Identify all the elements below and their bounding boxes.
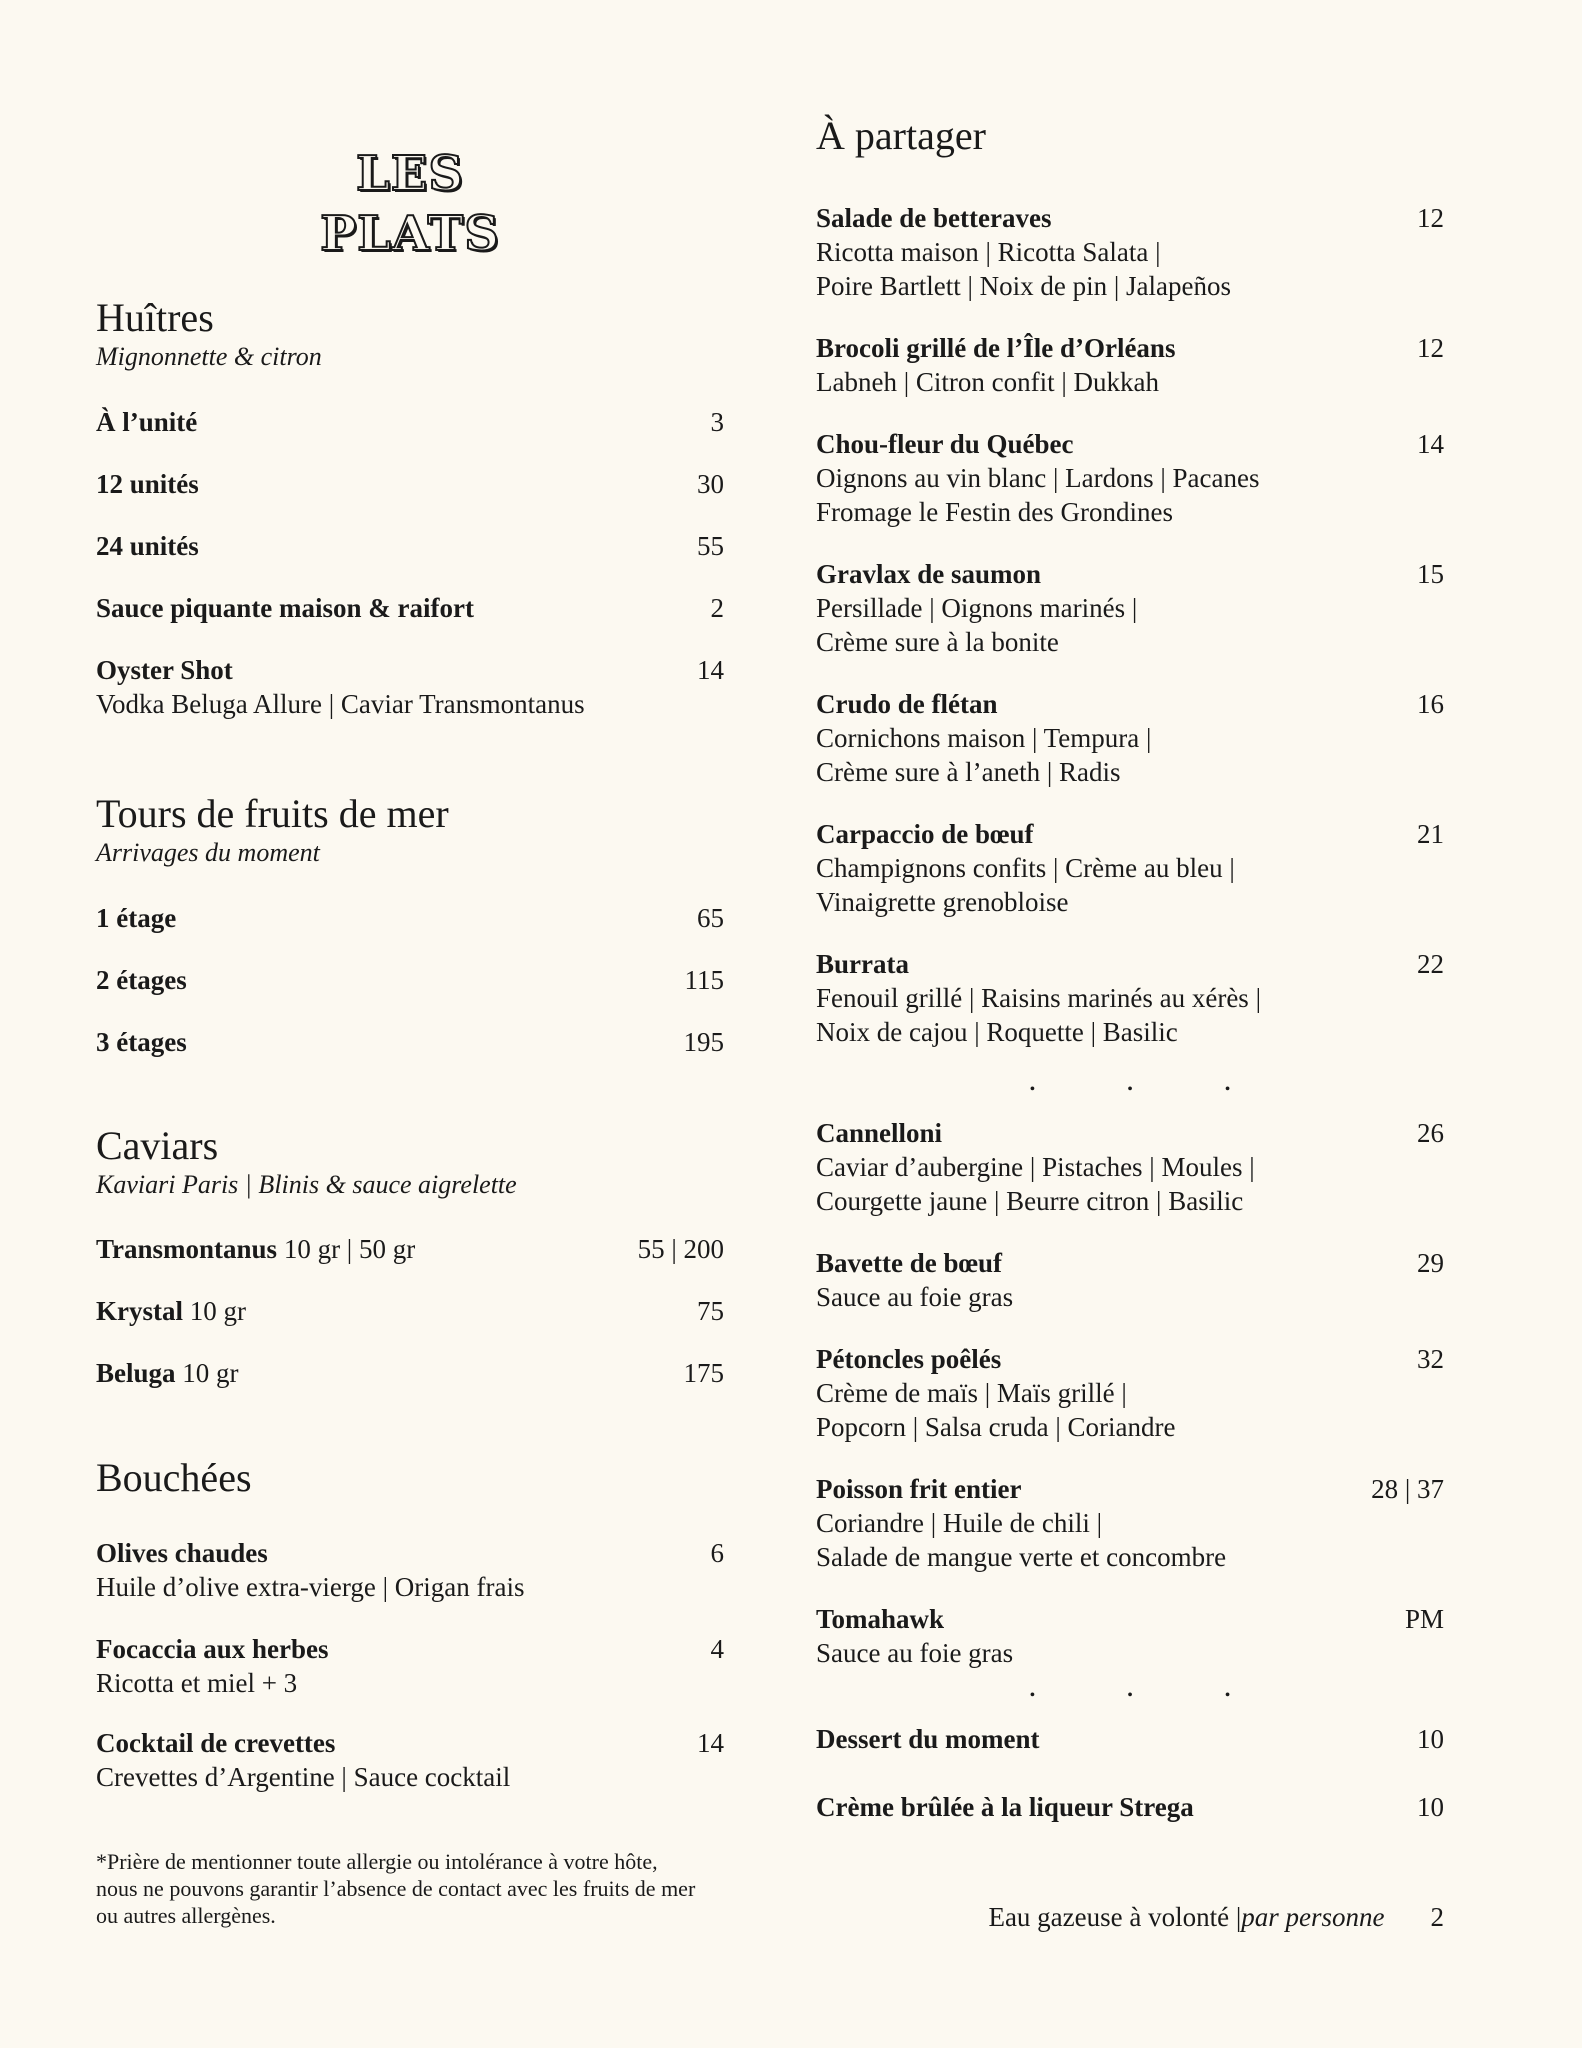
section-title: Caviars: [96, 1123, 219, 1168]
item-description: Salade de mangue verte et concombre: [816, 1542, 1227, 1572]
item-price: 55: [697, 531, 724, 561]
menu-item: Pétoncles poêlés 32 Crème de maïs | Maïs grillé | Popcorn | Salsa cruda | Coriandre: [816, 1344, 1444, 1442]
page-title: LES PLATS: [320, 146, 500, 263]
menu-item: Olives chaudes 6 Huile d’olive extra-vierge | Origan frais: [96, 1538, 724, 1602]
water-label: Eau gazeuse à volonté |: [988, 1902, 1242, 1932]
section-title: Huîtres: [96, 295, 214, 340]
item-description: Caviar d’aubergine | Pistaches | Moules |: [816, 1152, 1255, 1182]
item-description: Sauce au foie gras: [816, 1638, 1014, 1668]
menu-item: Cocktail de crevettes 14 Crevettes d’Argentine | Sauce cocktail: [96, 1728, 724, 1792]
item-price: 65: [697, 903, 724, 933]
menu-item: 12 unités 30: [96, 469, 724, 499]
item-price: 14: [697, 655, 724, 685]
item-description: Fenouil grillé | Raisins marinés au xérès |: [816, 983, 1261, 1013]
menu-item: Chou-fleur du Québec 14 Oignons au vin blanc | Lardons | Pacanes Fromage le Festin des Grondines: [816, 429, 1444, 527]
menu-item: Tomahawk PM Sauce au foie gras: [816, 1604, 1444, 1668]
menu-item: Cannelloni 26 Caviar d’aubergine | Pistaches | Moules | Courgette jaune | Beurre citron | Basilic: [816, 1118, 1444, 1216]
menu-item: Focaccia aux herbes 4 Ricotta et miel + 3: [96, 1634, 724, 1698]
item-description: Fromage le Festin des Grondines: [816, 497, 1173, 527]
item-description: Huile d’olive extra-vierge | Origan frais: [96, 1572, 525, 1602]
item-description: Coriandre | Huile de chili |: [816, 1508, 1102, 1538]
menu-item: Crème brûlée à la liqueur Strega 10: [816, 1792, 1444, 1822]
menu-item: Poisson frit entier 28 | 37 Coriandre | Huile de chili | Salade de mangue verte et concombre: [816, 1474, 1444, 1572]
item-price: 15: [1417, 559, 1444, 589]
item-price: 22: [1417, 949, 1444, 979]
item-price: 175: [683, 1358, 724, 1388]
item-description: Popcorn | Salsa cruda | Coriandre: [816, 1412, 1176, 1442]
section-partager: [816, 114, 1444, 158]
item-description: Crème de maïs | Maïs grillé |: [816, 1378, 1127, 1408]
item-description: Oignons au vin blanc | Lardons | Pacanes: [816, 463, 1260, 493]
item-description: Poire Bartlett | Noix de pin | Jalapeños: [816, 271, 1231, 301]
menu-item: Carpaccio de bœuf 21 Champignons confits | Crème au bleu | Vinaigrette grenobloise: [816, 819, 1444, 917]
item-price: 115: [684, 965, 724, 995]
section-subtitle: Kaviari Paris | Blinis & sauce aigrelette: [96, 1170, 517, 1199]
item-price: 10: [1417, 1792, 1444, 1822]
item-price: 195: [683, 1027, 724, 1057]
section-bouchees: [96, 1456, 724, 1500]
item-price: 16: [1417, 689, 1444, 719]
menu-item: 1 étage 65: [96, 903, 724, 933]
item-price: 3: [710, 407, 724, 437]
section-huitres: [96, 296, 724, 372]
menu-item: Crudo de flétan 16 Cornichons maison | Tempura | Crème sure à l’aneth | Radis: [816, 689, 1444, 787]
section-subtitle: Mignonnette & citron: [96, 342, 322, 371]
item-description: Courgette jaune | Beurre citron | Basilic: [816, 1186, 1244, 1216]
menu-item: 3 étages 195: [96, 1027, 724, 1057]
item-price: 14: [1417, 429, 1444, 459]
section-title: Tours de fruits de mer: [96, 791, 449, 836]
item-description: Labneh | Citron confit | Dukkah: [816, 367, 1159, 397]
item-price: 12: [1417, 203, 1444, 233]
item-price: 14: [697, 1728, 724, 1758]
item-description: Persillade | Oignons marinés |: [816, 593, 1138, 623]
section-title: À partager: [816, 113, 986, 158]
water-line: [988, 1900, 1444, 1934]
water-italic: par personne: [1241, 1902, 1385, 1932]
divider-dots: • • •: [1029, 1687, 1275, 1704]
divider-dots: • • •: [1029, 1081, 1275, 1098]
item-description: Ricotta et miel + 3: [96, 1668, 298, 1698]
section-subtitle: Arrivages du moment: [96, 838, 320, 867]
item-price: 21: [1417, 819, 1444, 849]
item-description: Noix de cajou | Roquette | Basilic: [816, 1017, 1178, 1047]
item-price: 12: [1417, 333, 1444, 363]
menu-item: Oyster Shot 14 Vodka Beluga Allure | Caviar Transmontanus: [96, 655, 724, 719]
item-price: 29: [1417, 1248, 1444, 1278]
menu-item: Transmontanus 10 gr | 50 gr 55 | 200: [96, 1234, 724, 1264]
menu-item: Gravlax de saumon 15 Persillade | Oignons marinés | Crème sure à la bonite: [816, 559, 1444, 657]
menu-item: Krystal 10 gr 75: [96, 1296, 724, 1326]
item-description: Vinaigrette grenobloise: [816, 887, 1069, 917]
menu-item: Burrata 22 Fenouil grillé | Raisins marinés au xérès | Noix de cajou | Roquette | Basilic: [816, 949, 1444, 1047]
section-title: Bouchées: [96, 1455, 252, 1500]
item-price: 26: [1417, 1118, 1444, 1148]
item-description: Crème sure à la bonite: [816, 627, 1059, 657]
item-price: PM: [1404, 1604, 1444, 1634]
item-description: Ricotta maison | Ricotta Salata |: [816, 237, 1161, 267]
item-description: Champignons confits | Crème au bleu |: [816, 853, 1235, 883]
item-price: 6: [710, 1538, 724, 1568]
menu-item: Dessert du moment 10: [816, 1724, 1444, 1754]
menu-item: Sauce piquante maison & raifort 2: [96, 593, 724, 623]
item-price: 10: [1417, 1724, 1444, 1754]
item-description: Sauce au foie gras: [816, 1282, 1014, 1312]
menu-item: Salade de betteraves 12 Ricotta maison | Ricotta Salata | Poire Bartlett | Noix de pin | Jalapeños: [816, 203, 1444, 301]
menu-item: Beluga 10 gr 175: [96, 1358, 724, 1388]
allergy-note: *Prière de mentionner toute allergie ou intolérance à votre hôte, nous ne pouvons garantir l’absence de contact avec les fruits de mer ou autres allergènes.: [96, 1849, 696, 1928]
item-price: 2: [1430, 1902, 1444, 1932]
item-description: Cornichons maison | Tempura |: [816, 723, 1152, 753]
menu-item: Brocoli grillé de l’Île d’Orléans 12 Labneh | Citron confit | Dukkah: [816, 333, 1444, 397]
menu-item: Bavette de bœuf 29 Sauce au foie gras: [816, 1248, 1444, 1312]
menu-item: À l’unité 3: [96, 407, 724, 437]
item-description: Crème sure à l’aneth | Radis: [816, 757, 1121, 787]
item-price: 2: [710, 593, 724, 623]
menu-item: 2 étages 115: [96, 965, 724, 995]
section-tours: [96, 792, 724, 868]
item-price: 55 | 200: [637, 1234, 724, 1264]
item-price: 32: [1417, 1344, 1444, 1374]
item-price: 28 | 37: [1371, 1474, 1444, 1504]
item-price: 30: [697, 469, 724, 499]
item-description: Vodka Beluga Allure | Caviar Transmontanus: [96, 689, 585, 719]
item-price: 4: [710, 1634, 724, 1664]
item-price: 75: [697, 1296, 724, 1326]
item-description: Crevettes d’Argentine | Sauce cocktail: [96, 1762, 511, 1792]
menu-item: 24 unités 55: [96, 531, 724, 561]
section-caviars: [96, 1124, 724, 1200]
